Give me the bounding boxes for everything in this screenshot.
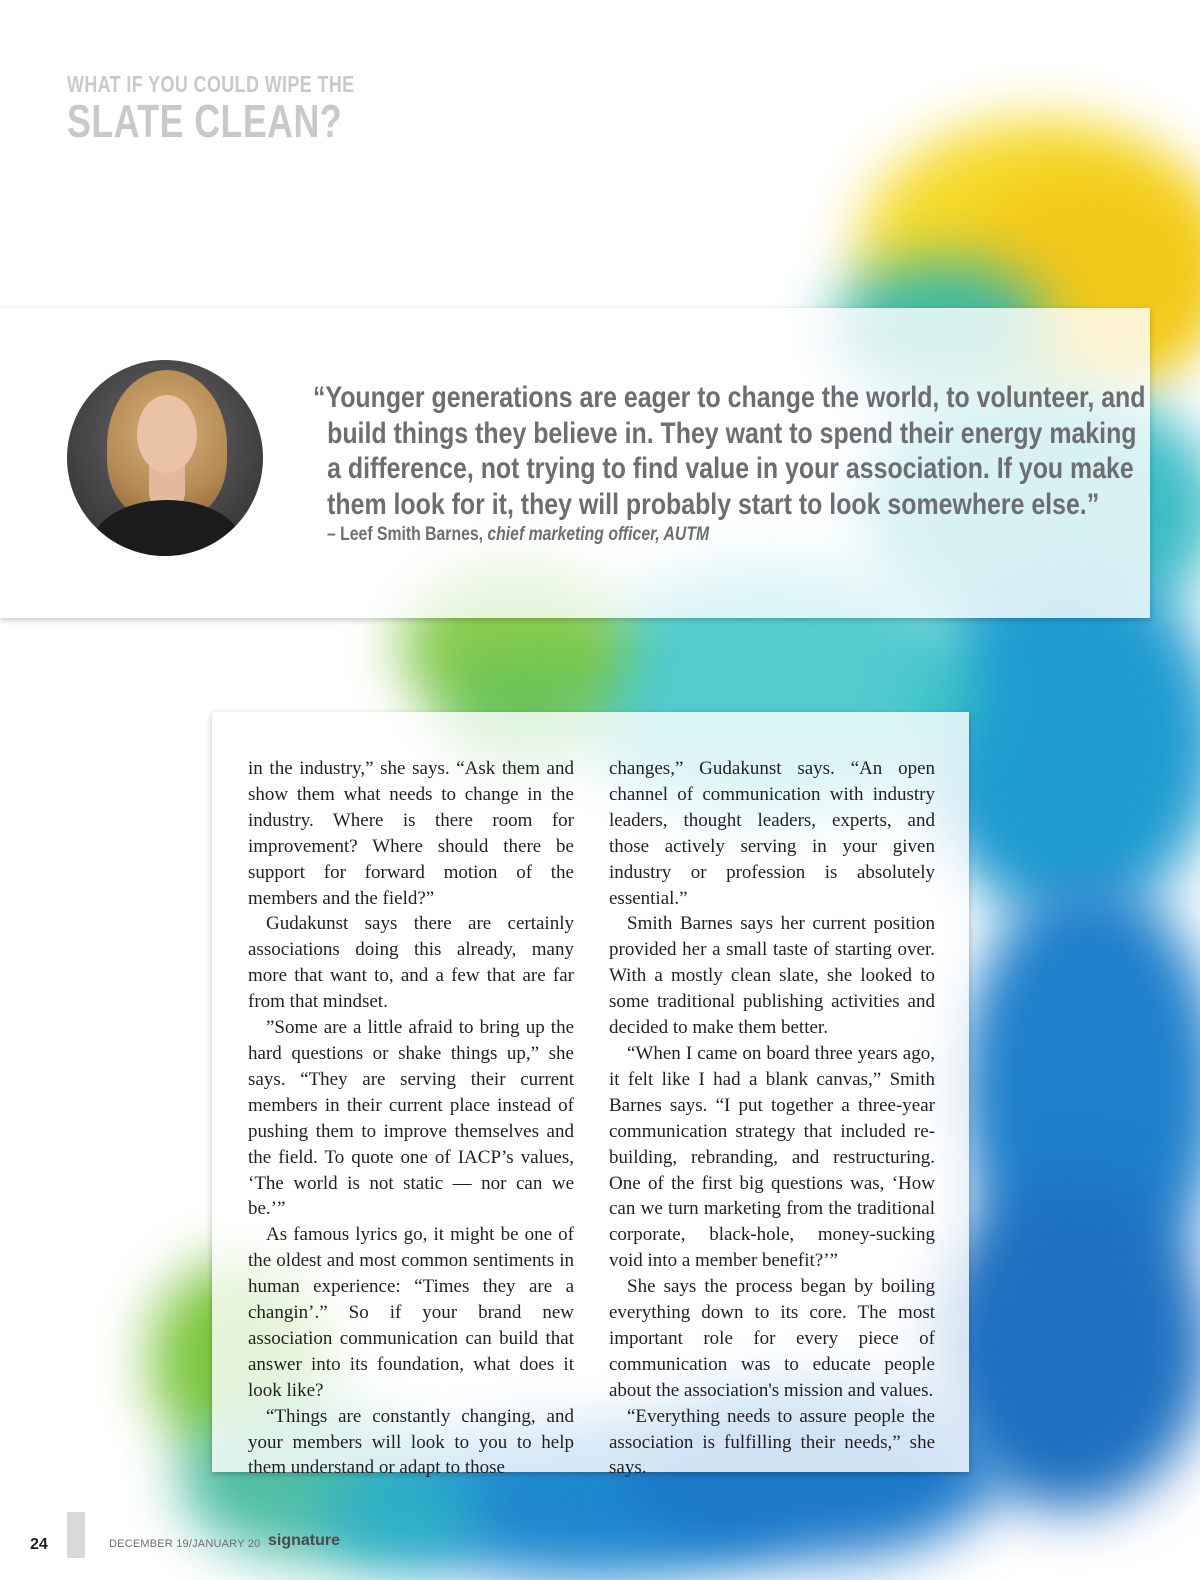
pull-quote-text <box>313 380 1146 522</box>
paragraph: changes,” Gudakunst says. “An open channel of communication with industry leaders, thought leaders, experts, and those actively serving in your given industry or profession is absolutely essential.” <box>609 758 935 909</box>
paragraph: As famous lyrics go, it might be one of the oldest and most common sentiments in human experience: “Times they are a changin’.” So if your brand new association communication can build that answer into its foundation, what does it look like? <box>248 1224 574 1401</box>
quote-line: build things they believe in. They want to spend their energy making <box>327 416 1137 450</box>
attribution-name: – Leef Smith Barnes, <box>327 524 484 545</box>
article-column-left <box>248 756 574 1481</box>
issue-date: DECEMBER 19/JANUARY 20 <box>109 1538 261 1550</box>
paragraph: “Everything needs to assure people the association is fulfilling their needs,” she says. <box>609 1405 935 1479</box>
paragraph: She says the process began by boiling everything down to its core. The most important role for every piece of communication was to educate people about the association's mission and values. <box>609 1276 935 1401</box>
article-column-right <box>609 756 935 1481</box>
paragraph: “When I came on board three years ago, it felt like I had a blank canvas,” Smith Barnes says. “I put together a three-year communication strategy that included re-building, rebranding, and restructuring. One of the first big questions was, ‘How can we turn marketing from the traditional corporate, black-hole, money-sucking void into a member benefit?’” <box>609 1042 935 1272</box>
kicker-title: SLATE CLEAN? <box>67 95 343 147</box>
paragraph: ”Some are a little afraid to bring up the hard questions or shake things up,” she says. “They are serving their current members in their current place instead of pushing them to improve themselves and the field. To quote one of IACP’s values, ‘The world is not static — nor can we be.’” <box>248 1017 574 1220</box>
footer-bar-divider <box>67 1512 85 1558</box>
quote-line: “Younger generations are eager to change the world, to volunteer, and <box>313 381 1146 414</box>
pull-quote-panel <box>0 308 1150 618</box>
article-panel <box>212 712 969 1479</box>
quote-attribution <box>327 524 709 546</box>
paragraph: Gudakunst says there are certainly associations doing this already, many more that want to, and a few that are far from that mindset. <box>248 913 574 1013</box>
quote-line: a difference, not trying to find value in your association. If you make <box>327 452 1134 485</box>
page-footer <box>0 1500 1200 1558</box>
attribution-role: chief marketing officer, AUTM <box>487 524 710 545</box>
speaker-portrait <box>67 360 263 556</box>
paragraph: Smith Barnes says her current position provided her a small taste of starting over. With a mostly clean slate, she looked to some traditional publishing activities and decided to make them better. <box>609 913 935 1039</box>
page-number: 24 <box>30 1536 48 1553</box>
kicker-line-1: WHAT IF YOU COULD WIPE THE <box>67 71 355 97</box>
quote-line: them look for it, they will probably start to look somewhere else.” <box>327 487 1100 521</box>
section-kicker <box>67 72 355 146</box>
magazine-brand: signature <box>268 1532 341 1549</box>
paragraph: in the industry,” she says. “Ask them and show them what needs to change in the industry. Where is there room for improvement? Where should there be support for forward motion of the members and the field?” <box>248 758 574 909</box>
paragraph: “Things are constantly changing, and your members will look to you to help them understand or adapt to those <box>248 1405 574 1479</box>
